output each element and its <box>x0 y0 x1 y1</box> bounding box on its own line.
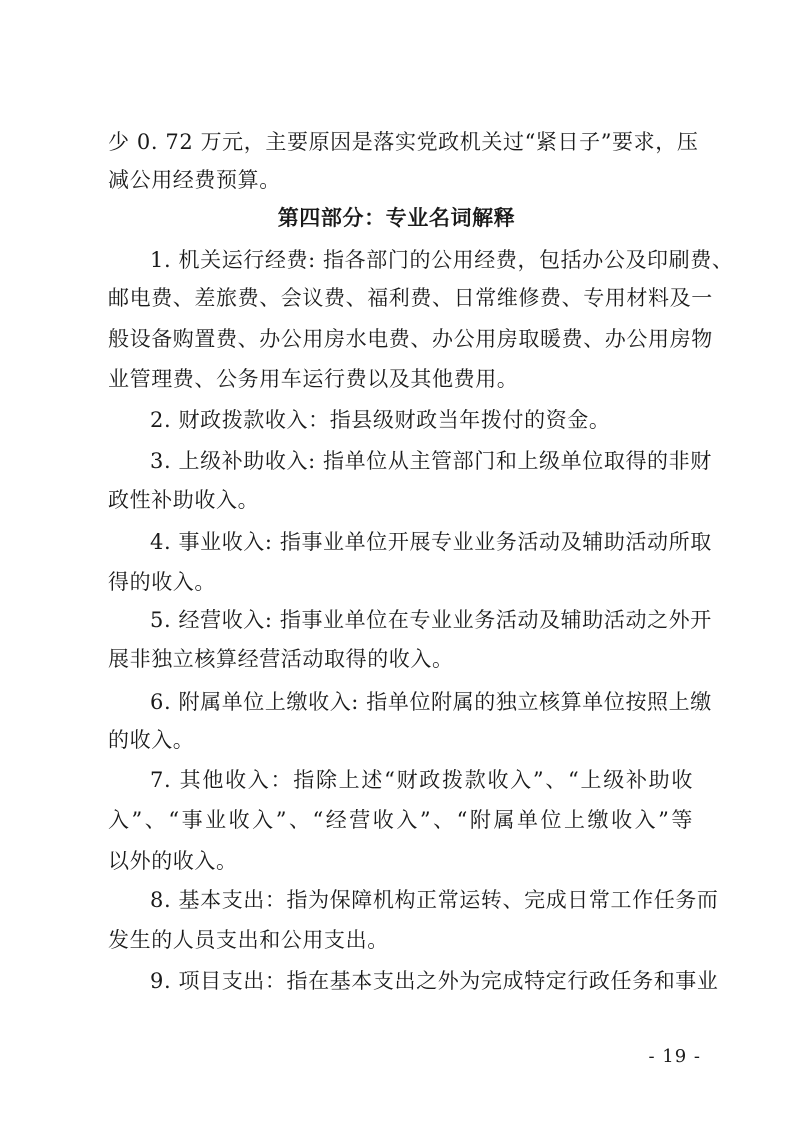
paragraph-line: 得的收入。 <box>108 570 216 594</box>
page-number: - 19 - <box>648 1046 701 1067</box>
paragraph-line: 入”、“事业收入”、“经营收入”、“附属单位上缴收入”等 <box>108 808 693 832</box>
paragraph-line: 少 0. 72 万元，主要原因是落实党政机关过“紧日子”要求，压 <box>108 130 699 154</box>
paragraph-line: 邮电费、差旅费、会议费、福利费、日常维修费、专用材料及一 <box>108 286 713 310</box>
paragraph-line: 9. 项目支出：指在基本支出之外为完成特定行政任务和事业 <box>150 969 719 993</box>
paragraph-line: 8. 基本支出：指为保障机构正常运转、完成日常工作任务而 <box>150 888 719 912</box>
section-heading: 第四部分：专业名词解释 <box>277 205 516 230</box>
paragraph-line: 4. 事业收入: 指事业单位开展专业业务活动及辅助活动所取 <box>150 530 712 554</box>
paragraph-line: 展非独立核算经营活动取得的收入。 <box>108 647 454 671</box>
paragraph-line: 6. 附属单位上缴收入: 指单位附属的独立核算单位按照上缴 <box>150 690 712 714</box>
paragraph-line: 5. 经营收入: 指事业单位在专业业务活动及辅助活动之外开 <box>150 608 712 632</box>
paragraph-line: 2. 财政拨款收入：指县级财政当年拨付的资金。 <box>150 408 611 432</box>
paragraph-line: 7. 其他收入：指除上述“财政拨款收入”、“上级补助收 <box>150 768 693 792</box>
paragraph-line: 减公用经费预算。 <box>108 168 281 192</box>
paragraph-line: 业管理费、公务用车运行费以及其他费用。 <box>108 367 519 391</box>
paragraph-line: 1. 机关运行经费: 指各部门的公用经费，包括办公及印刷费、 <box>150 248 734 272</box>
paragraph-line: 政性补助收入。 <box>108 488 260 512</box>
paragraph-line: 3. 上级补助收入: 指单位从主管部门和上级单位取得的非财 <box>150 449 712 473</box>
paragraph-line: 的收入。 <box>108 728 195 752</box>
paragraph-line: 发生的人员支出和公用支出。 <box>108 928 389 952</box>
paragraph-line: 般设备购置费、办公用房水电费、办公用房取暖费、办公用房物 <box>108 327 713 351</box>
paragraph-line: 以外的收入。 <box>108 849 238 873</box>
